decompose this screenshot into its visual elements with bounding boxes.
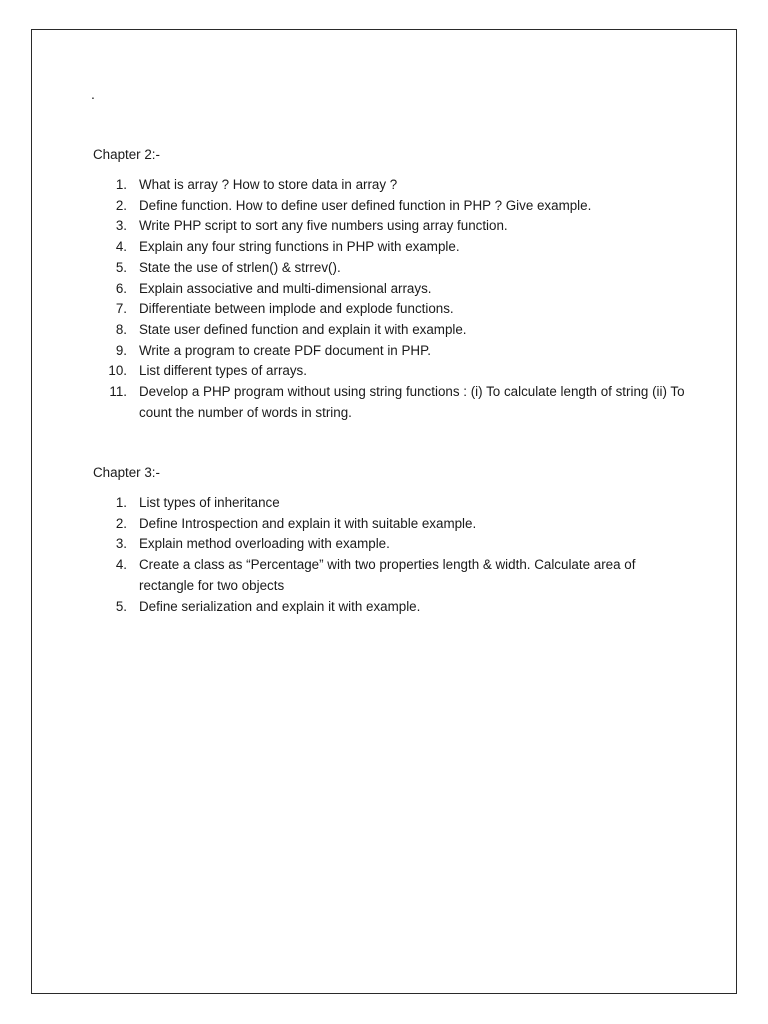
question-number: 6. [115, 280, 127, 296]
question-item [93, 196, 693, 217]
question-item [93, 175, 693, 196]
question-number: 5. [115, 598, 127, 614]
question-text: Define function. How to define user defined function in PHP ? Give example. [139, 197, 592, 213]
chapter-3-question-list [93, 493, 693, 617]
question-number: 7. [115, 301, 127, 317]
question-text: List different types of arrays. [139, 363, 307, 379]
question-number: 2. [115, 515, 127, 531]
stray-mark: . [91, 86, 95, 102]
question-item [93, 514, 693, 535]
question-item [93, 382, 693, 423]
question-number: 9. [115, 342, 127, 358]
question-number: 8. [115, 321, 127, 337]
question-number: 3. [115, 218, 127, 234]
question-text: Write PHP script to sort any five numbers using array function. [139, 218, 508, 234]
question-item [93, 279, 693, 300]
question-text: Define Introspection and explain it with suitable example. [139, 515, 477, 531]
question-text: Differentiate between implode and explode functions. [139, 301, 454, 317]
question-number: 3. [115, 536, 127, 552]
question-item [93, 258, 693, 279]
question-item [93, 361, 693, 382]
question-text: Write a program to create PDF document in PHP. [139, 342, 431, 358]
question-item [93, 299, 693, 320]
question-number: 2. [115, 197, 127, 213]
chapter-2-question-list [93, 175, 693, 423]
question-text: Create a class as “Percentage” with two properties length & width. Calculate area of rectangle for two objects [139, 557, 636, 593]
question-number: 1. [115, 177, 127, 192]
question-text: List types of inheritance [139, 495, 280, 510]
question-item [93, 534, 693, 555]
question-item [93, 341, 693, 362]
question-item [93, 555, 693, 596]
question-text: Define serialization and explain it with example. [139, 598, 421, 614]
question-text: Develop a PHP program without using string functions : (i) To calculate length of string (ii) To count the number of words in string. [139, 384, 685, 420]
question-number: 4. [115, 239, 127, 255]
question-text: Explain any four string functions in PHP with example. [139, 239, 460, 255]
question-text: What is array ? How to store data in array ? [139, 177, 398, 192]
question-number: 4. [115, 557, 127, 573]
question-item [93, 597, 693, 618]
question-text: State user defined function and explain it with example. [139, 321, 467, 337]
question-item [93, 237, 693, 258]
question-number: 1. [115, 495, 127, 510]
question-number: 5. [115, 259, 127, 275]
question-item [93, 216, 693, 237]
chapter-3-section [93, 463, 693, 617]
chapter-2-section [93, 145, 693, 423]
chapter-3-heading: Chapter 3:- [93, 465, 160, 480]
chapter-2-heading: Chapter 2:- [93, 147, 160, 162]
question-text: Explain method overloading with example. [139, 536, 390, 552]
question-text: Explain associative and multi-dimensional arrays. [139, 280, 432, 296]
question-number: 10. [108, 363, 127, 379]
question-item [93, 320, 693, 341]
question-item [93, 493, 693, 514]
question-text: State the use of strlen() & strrev(). [139, 259, 341, 275]
question-number: 11. [109, 384, 127, 400]
